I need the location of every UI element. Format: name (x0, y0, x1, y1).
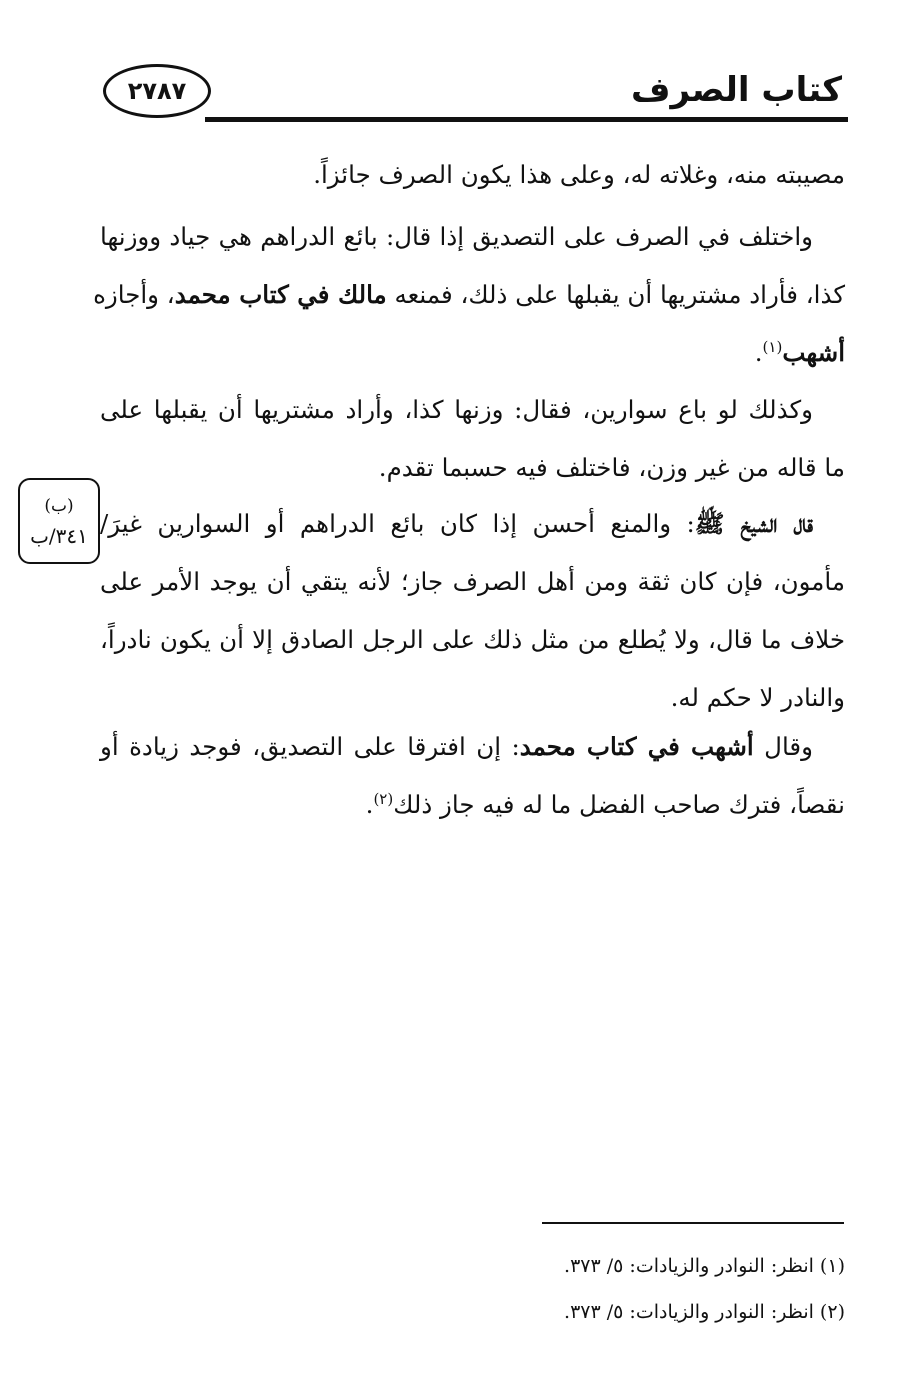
bold-citation: أشهب في كتاب محمد (519, 732, 754, 761)
paragraph-4 (100, 495, 845, 727)
text-run: نقصاً، فترك صاحب الفضل ما له فيه جاز ذلك (393, 790, 845, 819)
header-rule (205, 117, 848, 122)
bold-speaker: قال الشيخ (724, 509, 814, 538)
text-run: ، وأجازه (93, 280, 175, 309)
manuscript-folio-note (18, 478, 100, 564)
bold-citation: مالك في كتاب محمد (174, 280, 387, 309)
text-run: : والمنع أحسن إذا كان بائع الدراهم أو السوارين غيرَ/ (100, 509, 695, 538)
paragraph-line: خلاف ما قال، ولا يُطلع من مثل ذلك على الرجل الصادق إلا أن يكون نادراً، (100, 625, 845, 654)
book-title: كتاب الصرف (631, 70, 842, 110)
text-run: وقال (753, 732, 813, 761)
footnote-reference: (١) (762, 337, 783, 356)
paragraph-5 (100, 718, 845, 834)
paragraph-line: مأمون، فإن كان ثقة ومن أهل الصرف جاز؛ لأنه يتقي أن يوجد الأمر على (100, 567, 845, 596)
paragraph-line (100, 495, 845, 553)
honorific-symbol: ﷺ (694, 509, 725, 538)
folio-note-line: (ب) (44, 496, 74, 516)
paragraph-line (100, 776, 845, 834)
text-run: كذا، فأراد مشتريها أن يقبلها على ذلك، فمنعه (386, 280, 845, 309)
footnote-reference: (٢) (373, 789, 394, 808)
footnote: (٢) انظر: النوادر والزيادات: ٥/ ٣٧٣. (564, 1301, 845, 1323)
paragraph-line: مصيبته منه، وغلاته له، وعلى هذا يكون الصرف جائزاً. (313, 160, 845, 189)
paragraph-line: ما قاله من غير وزن، فاختلف فيه حسبما تقدم. (378, 453, 845, 482)
folio-note-line: ٣٤١/ب (30, 524, 88, 548)
paragraph-2 (93, 208, 845, 382)
paragraph-line (93, 266, 845, 324)
footnote-rule (542, 1222, 844, 1224)
text-run: . (365, 790, 374, 819)
paragraph-1 (100, 146, 845, 204)
text-run: : إن افترقا على التصديق، فوجد زيادة أو (100, 732, 520, 761)
text-run: . (754, 338, 763, 367)
footnotes (564, 1243, 845, 1335)
paragraph-line: وكذلك لو باع سوارين، فقال: وزنها كذا، وأراد مشتريها أن يقبلها على (100, 395, 813, 424)
paragraph-line (100, 324, 845, 382)
bold-name: أشهب (782, 338, 845, 367)
paragraph-line: والنادر لا حكم له. (670, 683, 845, 712)
paragraph-line: واختلف في الصرف على التصديق إذا قال: بائع الدراهم هي جياد ووزنها (100, 222, 813, 251)
paragraph-3 (100, 381, 845, 497)
paragraph-line (100, 718, 845, 776)
footnote: (١) انظر: النوادر والزيادات: ٥/ ٣٧٣. (564, 1255, 845, 1277)
page-number: ٢٧٨٧ (127, 77, 187, 105)
page-number-badge (103, 64, 211, 118)
